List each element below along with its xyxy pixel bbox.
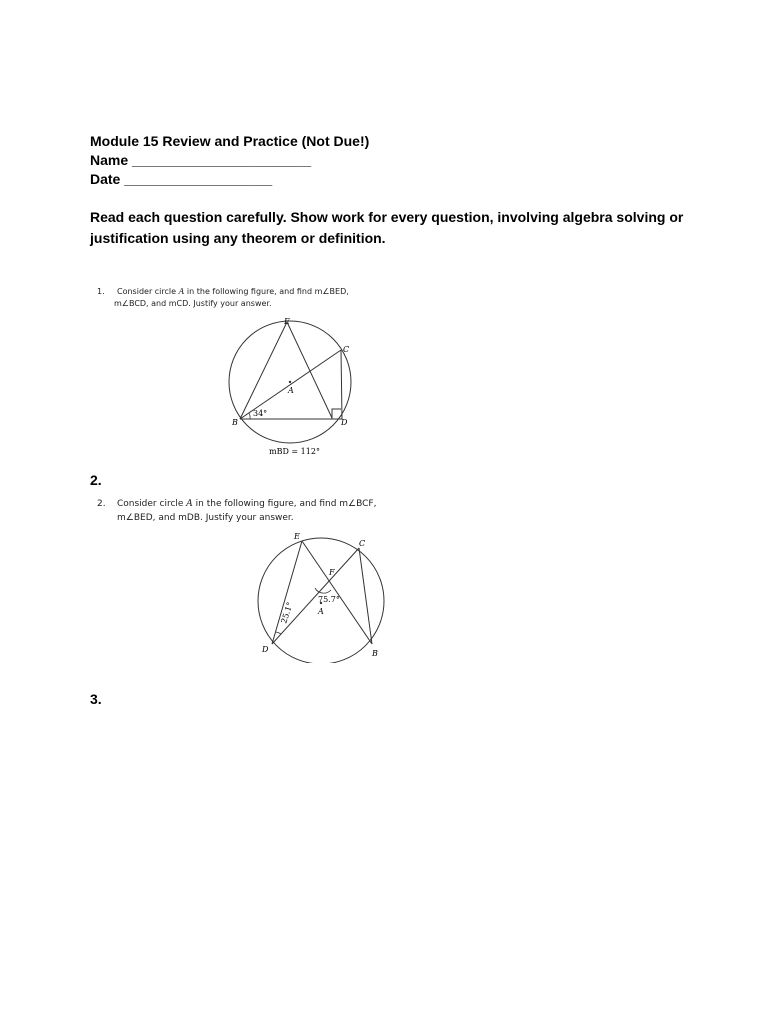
problem-2-text (97, 497, 376, 525)
label-D: D (341, 418, 348, 427)
label-E: E (294, 532, 300, 541)
instructions-text: Read each question carefully. Show work for every question, involving algebra solving or justification using any theorem or definition. (90, 209, 684, 246)
label-C: C (359, 539, 366, 548)
problem-1-number: 1. (97, 287, 105, 296)
label-B: B (372, 649, 378, 658)
angle-label-34: 34° (253, 409, 268, 418)
label-D: D (262, 645, 269, 654)
figure-2-circle-diagram (250, 528, 400, 663)
chord-ED (287, 322, 332, 418)
angle-arc-F (315, 588, 331, 593)
chord-DC (272, 548, 359, 644)
problem-2-text-b: in the following figure, and find m∠BCF, (192, 499, 377, 509)
label-A: A (288, 386, 294, 395)
problem-1-text-line2: m∠BCD, and mCD. Justify your answer. (114, 299, 272, 308)
name-field-line: Name _______________________ (90, 152, 312, 168)
problem-2-number: 2. (97, 499, 106, 509)
question-2-number: 2. (90, 472, 102, 488)
angle-arc-D (276, 632, 281, 634)
problem-1-text-b: in the following figure, and find m∠BED, (184, 287, 349, 296)
problem-2-text-a: Consider circle (117, 499, 187, 509)
label-C: C (343, 345, 350, 354)
date-field-line: Date ___________________ (90, 171, 273, 187)
problem-2-var: A (186, 499, 193, 509)
chord-EB (240, 322, 287, 419)
chord-CB (359, 548, 372, 644)
angle-label-25-1: 25.1° (279, 601, 295, 625)
center-point (289, 381, 291, 383)
arc-BD-label: mBD = 112° (269, 447, 320, 456)
label-B: B (232, 418, 238, 427)
document-title: Module 15 Review and Practice (Not Due!) (90, 133, 370, 149)
label-A: A (318, 607, 324, 616)
angle-arc-B (249, 413, 250, 419)
figure-1-circle-diagram (220, 312, 370, 462)
problem-1-text (97, 286, 349, 310)
problem-2-text-line2: m∠BED, and mDB. Justify your answer. (117, 513, 294, 523)
label-E: E (284, 317, 290, 326)
label-F: F (329, 568, 335, 577)
chord-CD (341, 350, 342, 419)
problem-1-var: A (178, 287, 185, 296)
angle-label-75-7: 75.7° (318, 595, 340, 604)
question-3-number: 3. (90, 691, 102, 707)
chord-EB (302, 541, 372, 644)
problem-1-text-a: Consider circle (117, 287, 179, 296)
